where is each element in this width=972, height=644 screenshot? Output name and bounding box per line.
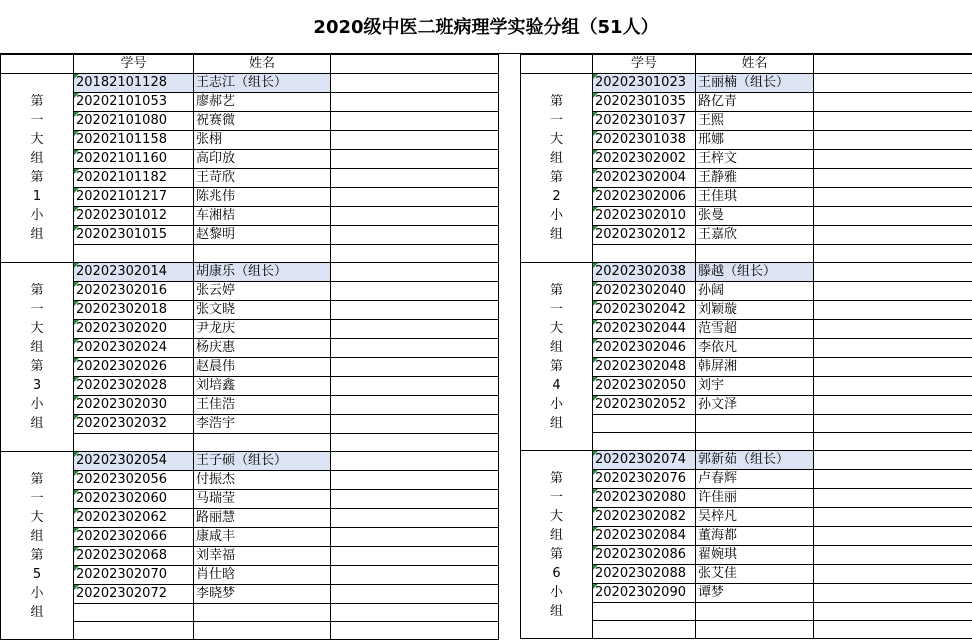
empty-cell [74, 622, 194, 640]
table-row [1, 93, 499, 112]
group-label-cell [1, 263, 74, 452]
student-name: 王子硕（组长） [194, 452, 331, 471]
empty-cell [331, 566, 499, 585]
empty-cell [331, 188, 499, 207]
student-name: 李浩宇 [194, 415, 331, 434]
empty-cell [696, 415, 814, 433]
empty-cell [593, 245, 696, 263]
empty-cell [331, 74, 499, 93]
table-row [521, 263, 972, 282]
student-name: 张栩 [194, 131, 331, 150]
student-name: 孙文泽 [696, 396, 814, 415]
table-row [1, 339, 499, 358]
table-row [1, 358, 499, 377]
student-id: 20202302088 [593, 565, 696, 584]
student-id: 20202302040 [593, 282, 696, 301]
student-id: 20202101080 [74, 112, 194, 131]
header-blank [331, 55, 499, 74]
group-label: 第一大组第1小组 [30, 94, 44, 242]
student-name: 张文晓 [194, 301, 331, 320]
student-name: 王志江（组长） [194, 74, 331, 93]
student-name: 李依凡 [696, 339, 814, 358]
student-id: 20202302048 [593, 358, 696, 377]
student-name: 王佳琪 [696, 188, 814, 207]
header-name: 姓名 [194, 55, 331, 74]
empty-cell [331, 490, 499, 509]
student-id: 20202301038 [593, 131, 696, 150]
empty-cell [814, 320, 972, 339]
table-row [1, 415, 499, 434]
page-title: 2020级中医二班病理学实验分组（51人） [0, 0, 972, 54]
group-label: 第一大组第6小组 [549, 470, 563, 619]
empty-cell [814, 169, 972, 188]
table-row [1, 188, 499, 207]
student-name: 路丽慧 [194, 509, 331, 528]
empty-cell [331, 528, 499, 547]
empty-cell [194, 604, 331, 622]
empty-cell [331, 131, 499, 150]
empty-cell [331, 112, 499, 131]
student-id: 20202302060 [74, 490, 194, 509]
student-id: 20202302072 [74, 585, 194, 604]
empty-cell [814, 621, 972, 639]
empty-cell [814, 396, 972, 415]
empty-cell [331, 150, 499, 169]
empty-cell [331, 377, 499, 396]
group-label-cell [1, 74, 74, 263]
group-label: 第一大组第2小组 [549, 94, 563, 242]
student-name: 许佳丽 [696, 489, 814, 508]
student-id: 20202101160 [74, 150, 194, 169]
student-id: 20202302030 [74, 396, 194, 415]
student-id: 20202302044 [593, 320, 696, 339]
student-name: 刘宇 [696, 377, 814, 396]
header-row [1, 55, 499, 74]
student-name: 卢春辉 [696, 470, 814, 489]
student-id: 20202302026 [74, 358, 194, 377]
group-label-cell [521, 263, 593, 451]
table-row [1, 263, 499, 282]
empty-cell [331, 604, 499, 622]
group-label-cell [521, 74, 593, 263]
empty-cell [331, 93, 499, 112]
empty-cell [74, 604, 194, 622]
header-blank [521, 55, 593, 74]
student-name: 刘幸福 [194, 547, 331, 566]
student-id: 20202302020 [74, 320, 194, 339]
empty-cell [593, 433, 696, 451]
empty-cell [814, 508, 972, 527]
student-id: 20202101182 [74, 169, 194, 188]
group-label: 第一大组第5小组 [30, 471, 44, 620]
student-id: 20202302086 [593, 546, 696, 565]
empty-cell [331, 396, 499, 415]
student-name: 杨庆惠 [194, 339, 331, 358]
student-id: 20202302056 [74, 471, 194, 490]
student-name: 董海都 [696, 527, 814, 546]
student-name: 王佳浩 [194, 396, 331, 415]
table-row [1, 131, 499, 150]
student-id: 20202302082 [593, 508, 696, 527]
empty-cell [593, 621, 696, 639]
student-id: 20202301023 [593, 74, 696, 93]
empty-cell [814, 226, 972, 245]
empty-cell [814, 433, 972, 451]
table-row [1, 74, 499, 93]
student-name: 王丽楠（组长） [696, 74, 814, 93]
empty-cell [331, 452, 499, 471]
student-id: 20202302084 [593, 527, 696, 546]
student-name: 祝赛微 [194, 112, 331, 131]
student-id: 20202302074 [593, 451, 696, 470]
student-id: 20202302002 [593, 150, 696, 169]
empty-cell [814, 603, 972, 621]
empty-cell [331, 585, 499, 604]
student-name: 王梓文 [696, 150, 814, 169]
student-name: 王嘉欣 [696, 226, 814, 245]
student-id: 20202302046 [593, 339, 696, 358]
student-name: 刘培鑫 [194, 377, 331, 396]
student-name: 孙阔 [696, 282, 814, 301]
empty-cell [331, 320, 499, 339]
empty-cell [814, 282, 972, 301]
empty-cell [814, 415, 972, 433]
student-id: 20202302032 [74, 415, 194, 434]
table-row [1, 471, 499, 490]
student-id: 20202302014 [74, 263, 194, 282]
table-row [1, 245, 499, 263]
empty-cell [194, 622, 331, 640]
empty-cell [331, 245, 499, 263]
left-group-table [0, 54, 499, 640]
header-blank [1, 55, 74, 74]
empty-cell [814, 565, 972, 584]
student-id: 20202302070 [74, 566, 194, 585]
student-name: 张艾佳 [696, 565, 814, 584]
student-id: 20202101053 [74, 93, 194, 112]
table-row [1, 112, 499, 131]
empty-cell [814, 112, 972, 131]
student-name: 车湘桔 [194, 207, 331, 226]
empty-cell [331, 622, 499, 640]
student-name: 刘颖璇 [696, 301, 814, 320]
empty-cell [814, 527, 972, 546]
student-id: 20202101217 [74, 188, 194, 207]
student-name: 翟婉琪 [696, 546, 814, 565]
table-row [1, 169, 499, 188]
table-row [1, 301, 499, 320]
student-id: 20202302010 [593, 207, 696, 226]
empty-cell [696, 603, 814, 621]
student-name: 张曼 [696, 207, 814, 226]
empty-cell [331, 207, 499, 226]
student-id: 20202302066 [74, 528, 194, 547]
student-name: 王苛欣 [194, 169, 331, 188]
empty-cell [331, 434, 499, 452]
empty-cell [814, 301, 972, 320]
student-id: 20202302080 [593, 489, 696, 508]
empty-cell [331, 226, 499, 245]
table-row [1, 490, 499, 509]
table-row [1, 585, 499, 604]
header-name: 姓名 [696, 55, 814, 74]
student-id: 20202302062 [74, 509, 194, 528]
header-student-id: 学号 [593, 55, 696, 74]
empty-cell [814, 451, 972, 470]
student-id: 20202301015 [74, 226, 194, 245]
student-name: 马瑞莹 [194, 490, 331, 509]
table-row [1, 320, 499, 339]
right-group-table [520, 54, 972, 639]
student-name: 陈兆伟 [194, 188, 331, 207]
empty-cell [696, 433, 814, 451]
header-row [521, 55, 972, 74]
table-row [1, 547, 499, 566]
empty-cell [814, 546, 972, 565]
student-id: 20202301012 [74, 207, 194, 226]
empty-cell [814, 584, 972, 603]
empty-cell [814, 377, 972, 396]
empty-cell [814, 263, 972, 282]
student-id: 20202302012 [593, 226, 696, 245]
header-blank [814, 55, 972, 74]
student-name: 张云婷 [194, 282, 331, 301]
empty-cell [331, 415, 499, 434]
table-row [1, 622, 499, 640]
student-name: 范雪超 [696, 320, 814, 339]
empty-cell [593, 415, 696, 433]
empty-cell [331, 263, 499, 282]
student-name: 王熙 [696, 112, 814, 131]
empty-cell [814, 188, 972, 207]
table-row [1, 396, 499, 415]
student-id: 20202302024 [74, 339, 194, 358]
student-name: 郭新茹（组长） [696, 451, 814, 470]
table-row [1, 434, 499, 452]
student-name: 付振杰 [194, 471, 331, 490]
student-id: 20182101128 [74, 74, 194, 93]
student-name: 尹龙庆 [194, 320, 331, 339]
empty-cell [814, 245, 972, 263]
table-row [1, 377, 499, 396]
group-label: 第一大组第3小组 [30, 283, 44, 431]
student-id: 20202302004 [593, 169, 696, 188]
student-name: 康咸丰 [194, 528, 331, 547]
empty-cell [331, 169, 499, 188]
empty-cell [194, 434, 331, 452]
student-id: 20202302068 [74, 547, 194, 566]
student-name: 高印放 [194, 150, 331, 169]
student-id: 20202302076 [593, 470, 696, 489]
empty-cell [74, 245, 194, 263]
empty-cell [814, 358, 972, 377]
student-name: 路亿青 [696, 93, 814, 112]
student-name: 王静雅 [696, 169, 814, 188]
empty-cell [696, 245, 814, 263]
group-label-cell [1, 452, 74, 640]
empty-cell [814, 150, 972, 169]
empty-cell [74, 434, 194, 452]
table-row [1, 452, 499, 471]
empty-cell [814, 207, 972, 226]
table-row [1, 604, 499, 622]
empty-cell [331, 339, 499, 358]
empty-cell [194, 245, 331, 263]
empty-cell [593, 603, 696, 621]
student-name: 赵晨伟 [194, 358, 331, 377]
table-row [521, 74, 972, 93]
empty-cell [331, 471, 499, 490]
table-row [1, 509, 499, 528]
table-row [1, 150, 499, 169]
student-id: 20202302042 [593, 301, 696, 320]
student-id: 20202302018 [74, 301, 194, 320]
empty-cell [331, 547, 499, 566]
empty-cell [331, 358, 499, 377]
empty-cell [331, 509, 499, 528]
student-name: 胡康乐（组长） [194, 263, 331, 282]
student-name: 廖郝艺 [194, 93, 331, 112]
student-id: 20202302052 [593, 396, 696, 415]
student-name: 谭梦 [696, 584, 814, 603]
student-id: 20202301037 [593, 112, 696, 131]
group-label-cell [521, 451, 593, 639]
student-id: 20202302028 [74, 377, 194, 396]
student-id: 20202302050 [593, 377, 696, 396]
student-name: 肖仕晗 [194, 566, 331, 585]
empty-cell [696, 621, 814, 639]
table-row [1, 566, 499, 585]
student-name: 邢娜 [696, 131, 814, 150]
empty-cell [814, 74, 972, 93]
student-id: 20202302006 [593, 188, 696, 207]
student-name: 滕越（组长） [696, 263, 814, 282]
table-row [521, 451, 972, 470]
table-row [1, 282, 499, 301]
empty-cell [814, 489, 972, 508]
table-row [1, 207, 499, 226]
empty-cell [814, 93, 972, 112]
header-student-id: 学号 [74, 55, 194, 74]
table-row [1, 226, 499, 245]
empty-cell [814, 470, 972, 489]
student-name: 赵黎明 [194, 226, 331, 245]
student-id: 20202302054 [74, 452, 194, 471]
student-id: 20202302038 [593, 263, 696, 282]
empty-cell [331, 301, 499, 320]
student-id: 20202302090 [593, 584, 696, 603]
empty-cell [814, 131, 972, 150]
group-label: 第一大组第4小组 [549, 282, 563, 431]
empty-cell [331, 282, 499, 301]
student-name: 吴梓凡 [696, 508, 814, 527]
student-id: 20202302016 [74, 282, 194, 301]
student-name: 韩屏湘 [696, 358, 814, 377]
table-row [1, 528, 499, 547]
empty-cell [814, 339, 972, 358]
student-id: 20202301035 [593, 93, 696, 112]
student-name: 李晓梦 [194, 585, 331, 604]
student-id: 20202101158 [74, 131, 194, 150]
